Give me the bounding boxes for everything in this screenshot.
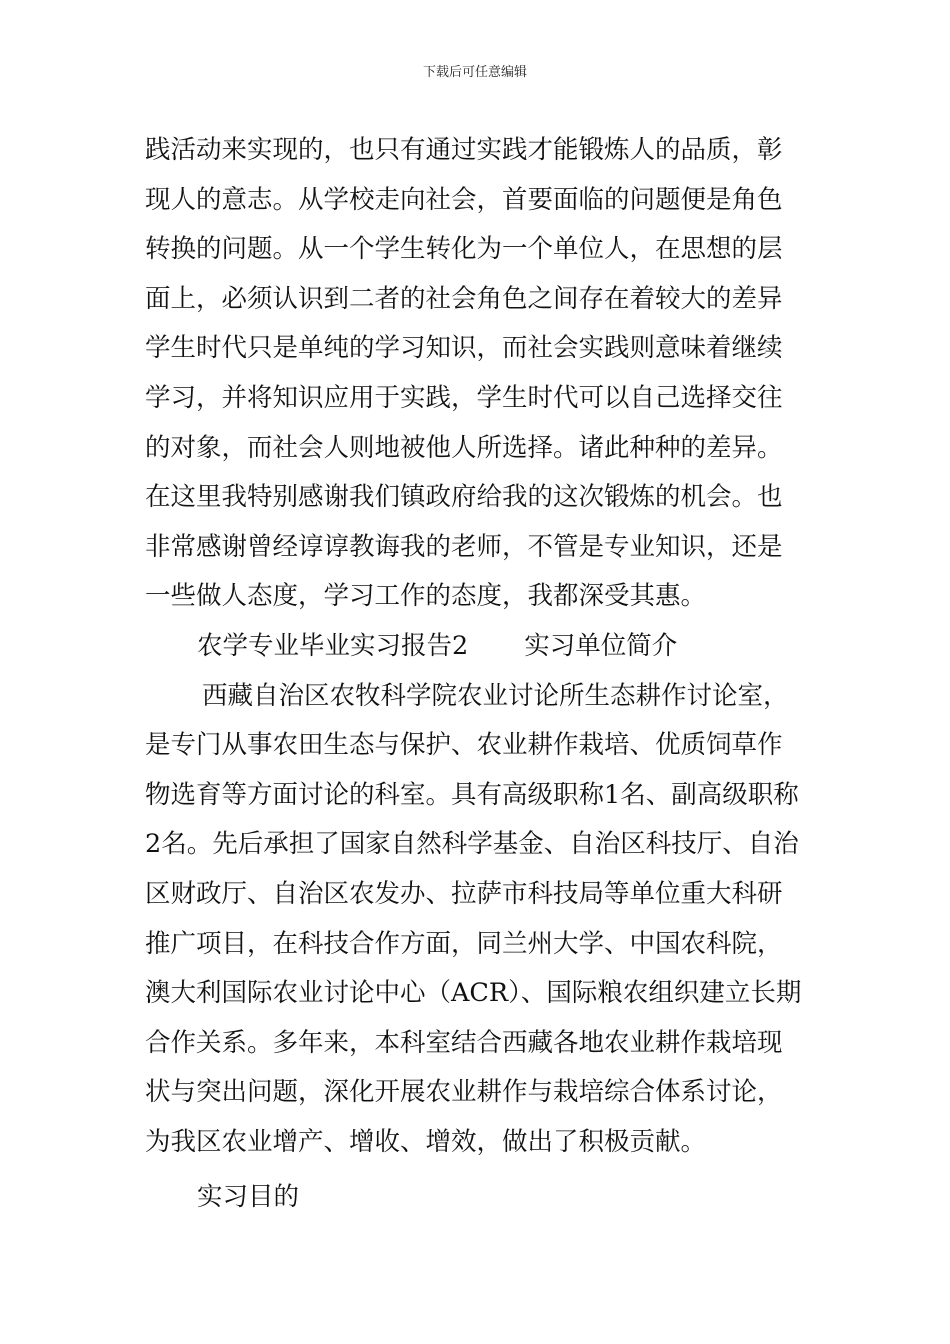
document-body [145, 126, 810, 1223]
text-line: 合作关系。多年来，本科室结合西藏各地农业耕作栽培现 [145, 1027, 783, 1058]
text-line: 是专门从事农田生态与保护、农业耕作栽培、优质饲草作 [145, 730, 783, 761]
next-heading: 实习目的 [197, 1182, 300, 1213]
report-title: 农学专业毕业实习报告2 [197, 630, 469, 661]
paragraph-continuation [145, 126, 810, 622]
text-line: 物选育等方面讨论的科室。具有高级职称1名、副高级职称 [145, 779, 799, 810]
page-header: 下载后可任意编辑 [422, 65, 527, 80]
subsection-title: 实习单位简介 [524, 630, 678, 661]
text-line: 澳大利国际农业讨论中心（ACR）、国际粮农组织建立长期 [145, 978, 802, 1009]
text-line: 转换的问题。从一个学生转化为一个单位人，在思想的层 [145, 234, 783, 265]
text-line: 学习，并将知识应用于实践，学生时代可以自己选择交往 [145, 382, 783, 413]
section-heading [145, 622, 810, 672]
text-line: 非常感谢曾经谆谆教诲我的老师，不管是专业知识，还是 [145, 531, 783, 562]
paragraph-unit-intro [145, 672, 810, 1168]
text-line: 践活动来实现的，也只有通过实践才能锻炼人的品质，彰 [145, 135, 783, 165]
text-line: 现人的意志。从学校走向社会，首要面临的问题便是角色 [145, 184, 783, 215]
text-line: 在这里我特别感谢我们镇政府给我的这次锻炼的机会。也 [145, 482, 783, 513]
text-line: 的对象，而社会人则地被他人所选择。诸此种种的差异。 [145, 432, 783, 463]
text-line: 状与突出问题，深化开展农业耕作与栽培综合体系讨论， [145, 1077, 783, 1108]
text-line: 一些做人态度，学习工作的态度，我都深受其惠。 [145, 581, 707, 612]
text-line: 2名。先后承担了国家自然科学基金、自治区科技厅、自治 [145, 829, 799, 860]
text-line: 西藏自治区农牧科学院农业讨论所生态耕作讨论室， [202, 680, 789, 711]
text-line: 区财政厅、自治区农发办、拉萨市科技局等单位重大科研 [145, 878, 783, 909]
text-line: 面上，必须认识到二者的社会角色之间存在着较大的差异 [145, 283, 783, 314]
text-line: 为我区农业增产、增收、增效，做出了积极贡献。 [145, 1126, 707, 1157]
text-line: 推广项目，在科技合作方面，同兰州大学、中国农科院， [145, 928, 783, 959]
text-line: 学生时代只是单纯的学习知识，而社会实践则意味着继续 [145, 333, 783, 364]
